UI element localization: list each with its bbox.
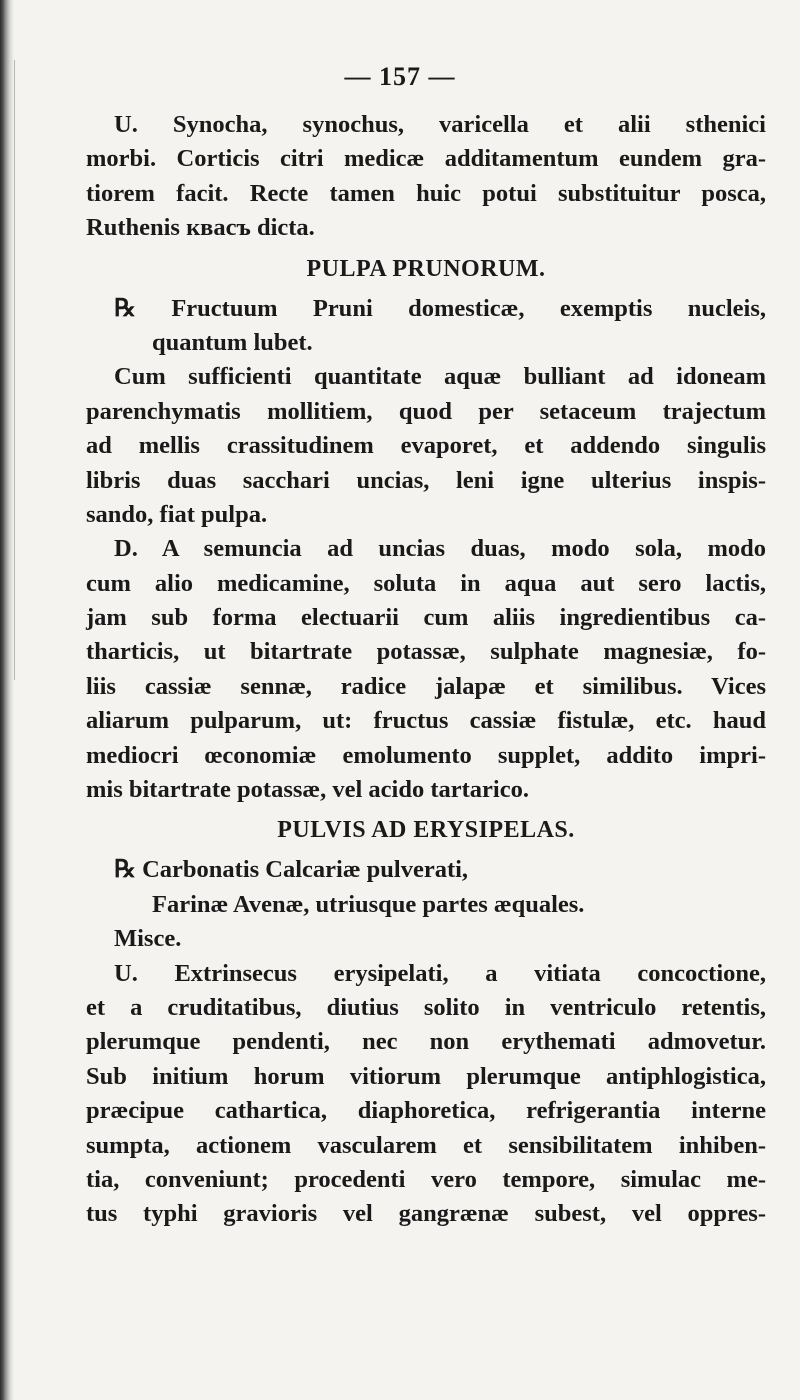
text-line: mis bitartrate potassæ, vel acido tartarico.: [86, 776, 529, 804]
text-line: morbi. Corticis citri medicæ additamentum eundem gra-: [86, 145, 766, 173]
text-line: mediocri œconomiæ emolumento supplet, addito impri-: [86, 741, 766, 769]
text-line: U. Extrinsecus erysipelati, a vitiata concoctione,: [114, 959, 766, 987]
text-line: sumpta, actionem vascularem et sensibilitatem inhiben-: [86, 1131, 766, 1159]
text-line: quantum lubet.: [152, 328, 313, 356]
section-heading: PULVIS AD ERYSIPELAS.: [277, 817, 575, 844]
text-line: et a cruditatibus, diutius solito in ventriculo retentis,: [86, 993, 766, 1021]
text-line: liis cassiæ sennæ, radice jalapæ et similibus. Vices: [86, 672, 766, 700]
text-line: Sub initium horum vitiorum plerumque antiphlogistica,: [86, 1062, 766, 1090]
text-line: tia, conveniunt; procedenti vero tempore, simulac me-: [86, 1165, 766, 1193]
text-line: jam sub forma electuarii cum aliis ingredientibus ca-: [86, 604, 766, 632]
text-line: libris duas sacchari uncias, leni igne ulterius inspis-: [86, 466, 766, 494]
text-line: Ruthenis квасъ dicta.: [86, 214, 315, 242]
text-line: Farinæ Avenæ, utriusque partes æquales.: [152, 890, 585, 918]
text-line: ad mellis crassitudinem evaporet, et addendo singulis: [86, 432, 766, 460]
text-line: plerumque pendenti, nec non erythemati admovetur.: [86, 1028, 766, 1056]
text-line: tus typhi gravioris vel gangrænæ subest, vel oppres-: [86, 1200, 766, 1228]
text-line: parenchymatis mollitiem, quod per setaceum trajectum: [86, 397, 766, 425]
text-line: sando, fiat pulpa.: [86, 500, 268, 528]
text-line: præcipue cathartica, diaphoretica, refrigerantia interne: [86, 1097, 766, 1125]
section-heading: PULPA PRUNORUM.: [306, 255, 546, 282]
text-line: tiorem facit. Recte tamen huic potui substituitur posca,: [86, 179, 766, 207]
text-line: Misce.: [114, 925, 182, 953]
text-line: D. A semuncia ad uncias duas, modo sola, modo: [114, 535, 766, 563]
page-gutter-shadow: [0, 0, 14, 1400]
text-line: ℞ Carbonatis Calcariæ pulverati,: [114, 856, 469, 884]
body-text: [86, 108, 766, 1232]
text-line: tharticis, ut bitartrate potassæ, sulphate magnesiæ, fo-: [86, 638, 766, 666]
text-line: cum alio medicamine, soluta in aqua aut sero lactis,: [86, 569, 766, 597]
text-line: U. Synocha, synochus, varicella et alii sthenici: [114, 111, 766, 138]
text-line: Cum sufficienti quantitate aquæ bulliant ad idoneam: [114, 363, 766, 391]
page-number-header: — 157 —: [344, 62, 456, 91]
text-line: ℞ Fructuum Pruni domesticæ, exemptis nucleis,: [114, 294, 766, 322]
gutter-edge-line: [14, 60, 15, 680]
text-line: aliarum pulparum, ut: fructus cassiæ fistulæ, etc. haud: [86, 707, 766, 735]
